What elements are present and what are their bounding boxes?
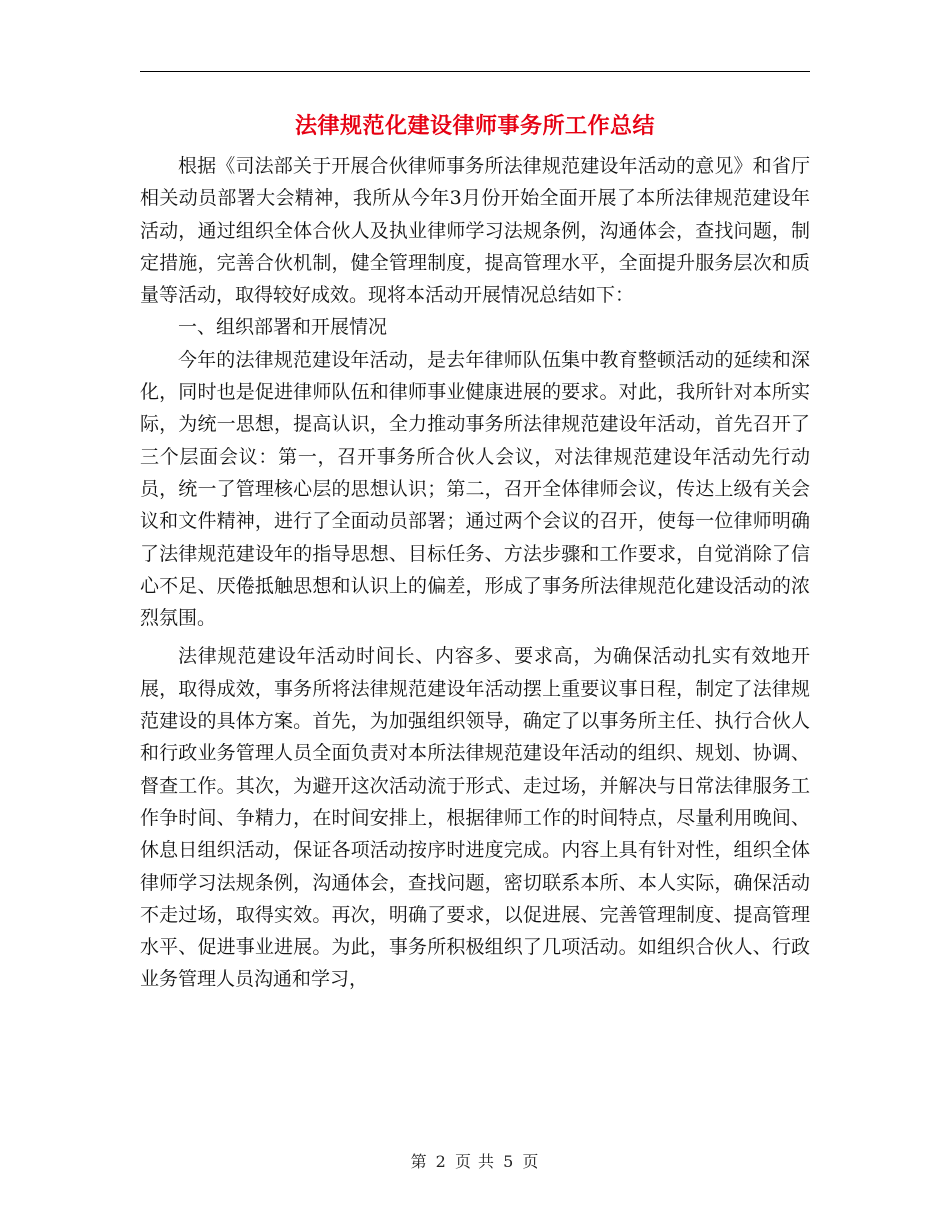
footer-prefix: 第 [410,1152,428,1171]
footer-total-pages: 5 [503,1152,515,1171]
paragraph-organization: 今年的法律规范建设年活动，是去年律师队伍集中教育整顿活动的延续和深化，同时也是促进律师队伍和律师事业健康进展的要求。对此，我所针对本所实际，为统一思想，提高认识，全力推动事务所法律规范建设年活动，首先召开了三个层面会议：第一，召开事务所合伙人会议，对法律规范建设年活动先行动员，统一了管理核心层的思想认识；第二，召开全体律师会议，传达上级有关会议和文件精神，进行了全面动员部署；通过两个会议的召开，使每一位律师明确了法律规范建设年的指导思想、目标任务、方法步骤和工作要求，自觉消除了信心不足、厌倦抵触思想和认识上的偏差，形成了事务所法律规范化建设活动的浓烈氛围。 [140,348,810,630]
page-footer [0,1150,950,1174]
paragraph-intro: 根据《司法部关于开展合伙律师事务所法律规范建设年活动的意见》和省厅相关动员部署大会精神，我所从今年3月份开始全面开展了本所法律规范建设年活动，通过组织全体合伙人及执业律师学习法规条例，沟通体会，查找问题，制定措施，完善合伙机制，健全管理制度，提高管理水平，全面提升服务层次和质量等活动，取得较好成效。现将本活动开展情况总结如下： [140,155,810,307]
footer-suffix: 页 [522,1152,540,1171]
header-rule [140,71,810,72]
footer-current-page: 2 [435,1152,447,1171]
paragraph-activities: 法律规范建设年活动时间长、内容多、要求高，为确保活动扎实有效地开展，取得成效，事务所将法律规范建设年活动摆上重要议事日程，制定了法律规范建设的具体方案。首先，为加强组织领导，确定了以事务所主任、执行合伙人和行政业务管理人员全面负责对本所法律规范建设年活动的组织、规划、协调、督查工作。其次，为避开这次活动流于形式、走过场，并解决与日常法律服务工作争时间、争精力，在时间安排上，根据律师工作的时间特点，尽量利用晚间、休息日组织活动，保证各项活动按序时进度完成。内容上具有针对性，组织全体律师学习法规条例，沟通体会，查找问题，密切联系本所、本人实际，确保活动不走过场，取得实效。再次，明确了要求，以促进展、完善管理制度、提高管理水平、促进事业进展。为此，事务所积极组织了几项活动。如组织合伙人、行政业务管理人员沟通和学习， [140,645,810,991]
document-body [140,150,810,996]
section-heading: 一、组织部署和开展情况 [178,316,388,339]
document-title: 法律规范化建设律师事务所工作总结 [294,113,655,139]
footer-mid: 页 共 [454,1152,496,1171]
